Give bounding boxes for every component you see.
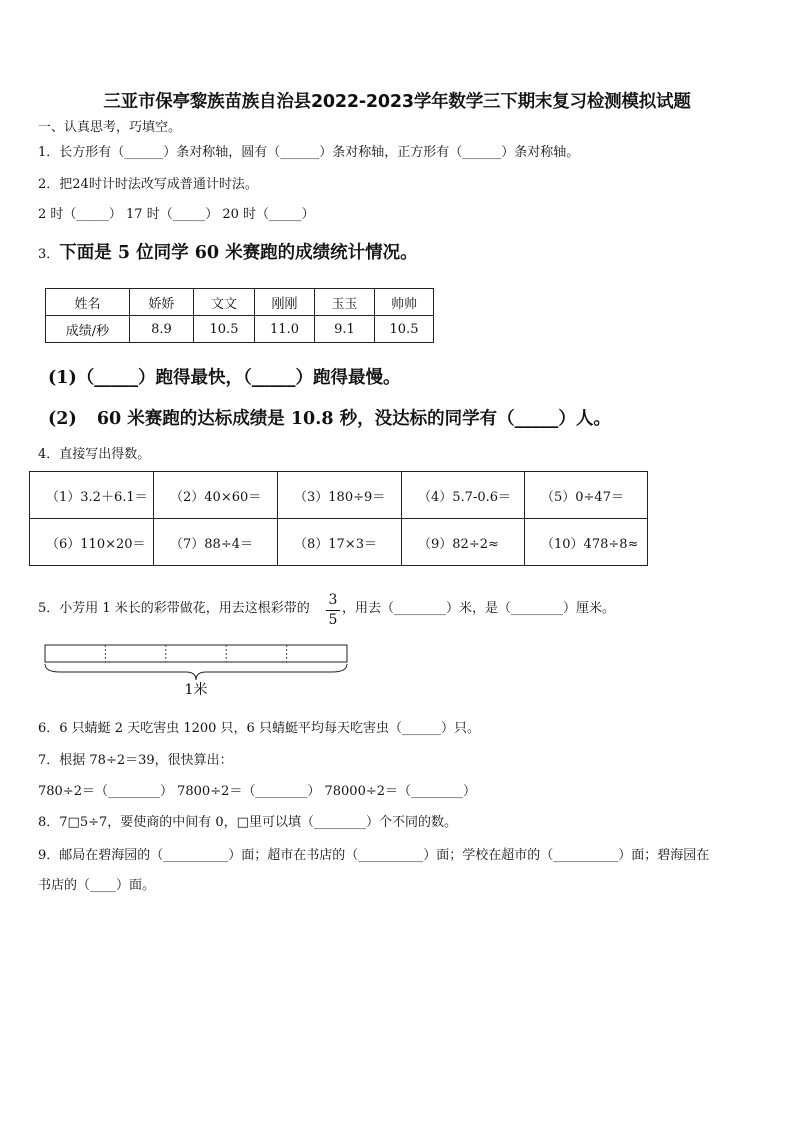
calc-cell: （3）180÷9＝	[278, 472, 402, 519]
question-3-part-1: (1)（_____）跑得最快，（_____）跑得最慢。	[48, 368, 401, 388]
question-8: 8．7□5÷7，要使商的中间有 0，□里可以填（________）个不同的数。	[38, 815, 457, 830]
question-3	[38, 242, 418, 266]
question-3-text: 下面是 5 位同学 60 米赛跑的成绩统计情况。	[59, 243, 418, 263]
calc-cell: （7）88÷4＝	[154, 519, 278, 566]
question-2-items: 2 时（_____） 17 时（_____） 20 时（_____）	[38, 207, 315, 222]
score-cell: 10.5	[194, 316, 255, 343]
score-cell: 成绩/秒	[46, 316, 130, 343]
score-header-cell: 娇娇	[130, 289, 194, 316]
question-7: 7．根据 78÷2＝39，很快算出：	[38, 753, 233, 768]
fraction-bar	[326, 610, 340, 611]
question-3-number: 3．	[38, 247, 60, 262]
score-cell: 10.5	[375, 316, 434, 343]
score-table	[45, 288, 434, 343]
ribbon-label: 1米	[184, 682, 208, 698]
calc-cell: （10）478÷8≈	[525, 519, 648, 566]
ribbon-rect	[45, 645, 347, 662]
ribbon-brace	[45, 664, 347, 680]
calc-cell: （9）82÷2≈	[402, 519, 525, 566]
question-9-line-1: 9．邮局在碧海园的（__________）面；超市在书店的（__________）面；学校在超市的（__________）面；碧海园在	[38, 848, 710, 863]
score-header-cell: 文文	[194, 289, 255, 316]
score-table-data-row	[46, 316, 434, 343]
score-cell: 9.1	[315, 316, 375, 343]
question-5-lead: 5．小芳用 1 米长的彩带做花，用去这根彩带的	[38, 601, 310, 616]
score-cell: 11.0	[255, 316, 315, 343]
question-3-part-2-number: (2)	[48, 409, 77, 429]
ribbon-dividers	[105, 645, 286, 662]
score-table-header-row	[46, 289, 434, 316]
calc-cell: （8）17×3＝	[278, 519, 402, 566]
fraction	[326, 592, 340, 629]
calc-cell: （1）3.2＋6.1＝	[30, 472, 154, 519]
question-6: 6．6 只蜻蜓 2 天吃害虫 1200 只，6 只蜻蜓平均每天吃害虫（______）只。	[38, 721, 480, 736]
question-5-tail: ，用去（________）米，是（________）厘米。	[342, 601, 616, 616]
question-9-line-2: 书店的（____）面。	[38, 878, 156, 893]
score-header-cell: 玉玉	[315, 289, 375, 316]
calc-cell: （2）40×60＝	[154, 472, 278, 519]
calc-cell: （5）0÷47＝	[525, 472, 648, 519]
calc-cell: （4）5.7-0.6＝	[402, 472, 525, 519]
calc-row	[30, 472, 648, 519]
score-header-cell: 姓名	[46, 289, 130, 316]
fraction-numerator: 3	[328, 592, 338, 608]
question-3-part-2	[48, 408, 611, 430]
section-heading: 一、认真思考，巧填空。	[38, 120, 182, 135]
fraction-denominator: 5	[328, 612, 338, 628]
page-title: 三亚市保亭黎族苗族自治县2022-2023学年数学三下期末复习检测模拟试题	[103, 92, 691, 112]
question-2: 2．把24时计时法改写成普通计时法。	[38, 177, 258, 192]
question-1: 1．长方形有（______）条对称轴，圆有（______）条对称轴，正方形有（______）条对称轴。	[38, 145, 580, 160]
calc-row	[30, 519, 648, 566]
calculation-table	[29, 471, 648, 566]
ribbon-diagram	[40, 640, 360, 702]
question-3-part-2-text: 60 米赛跑的达标成绩是 10.8 秒，没达标的同学有（_____）人。	[96, 409, 611, 429]
calc-cell: （6）110×20＝	[30, 519, 154, 566]
question-7-items: 780÷2＝（________） 7800÷2＝（________） 78000÷2＝（________）	[38, 784, 477, 799]
score-header-cell: 帅帅	[375, 289, 434, 316]
score-header-cell: 刚刚	[255, 289, 315, 316]
question-4: 4．直接写出得数。	[38, 447, 151, 462]
score-cell: 8.9	[130, 316, 194, 343]
